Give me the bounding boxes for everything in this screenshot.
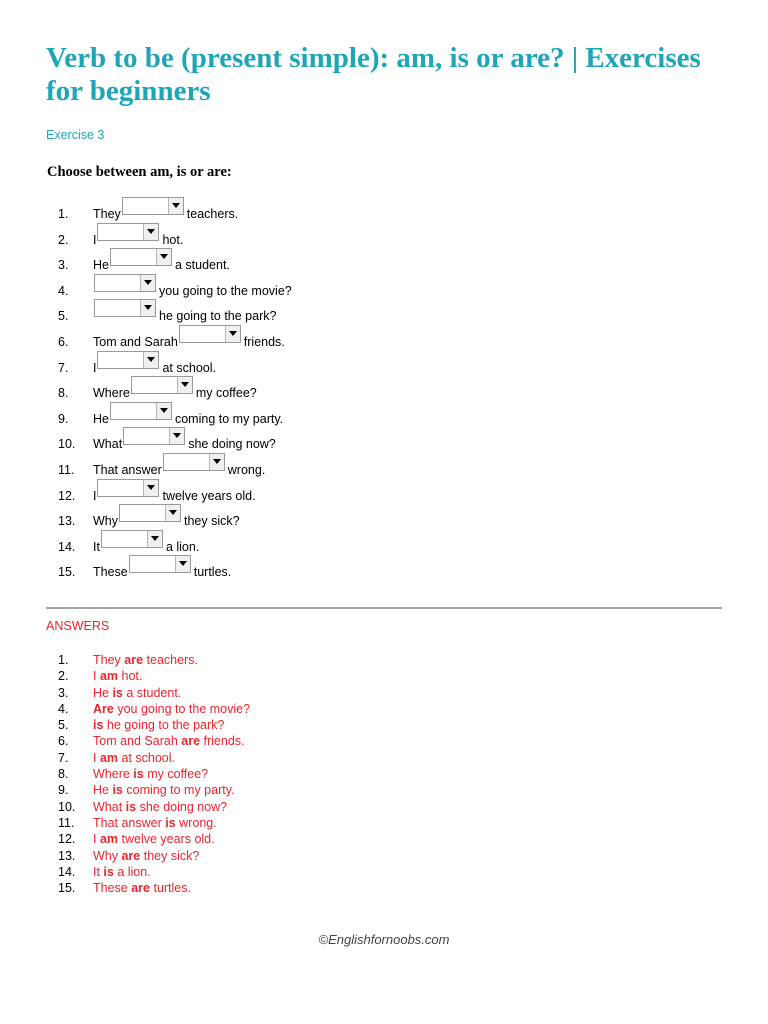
question-text-before: Why (93, 514, 118, 529)
question-text-after: she doing now? (188, 437, 276, 452)
answer-text-before: They (93, 653, 125, 667)
question-text-after: friends. (243, 334, 285, 349)
question-text-before: He (93, 411, 109, 426)
question-number: 1. (58, 207, 69, 221)
question-text-after: twelve years old. (162, 488, 256, 503)
answer-number: 12. (58, 832, 76, 847)
question-number: 9. (58, 411, 69, 426)
answer-verb: is (112, 685, 123, 700)
answer-dropdown[interactable] (94, 299, 156, 317)
dropdown-arrow-icon[interactable] (225, 326, 240, 342)
answer-number: 5. (58, 718, 69, 733)
answer-text-before: These (93, 881, 132, 896)
dropdown-arrow-icon[interactable] (143, 480, 158, 496)
page-title: Verb to be (present simple): am, is or are? | Exercises for beginners (46, 42, 701, 107)
answer-text-before: Where (93, 767, 134, 782)
answer-verb: is (93, 718, 104, 733)
dropdown-arrow-icon[interactable] (175, 556, 190, 572)
question-text-before: They (93, 207, 121, 221)
question-text-after: hot. (162, 232, 184, 247)
answer-text-before: He (93, 783, 113, 798)
dropdown-arrow-icon[interactable] (156, 403, 171, 419)
question-text-after: wrong. (227, 462, 266, 477)
answer-verb: is (103, 864, 114, 879)
answer-verb: are (131, 881, 150, 896)
answer-text-after: wrong. (175, 815, 217, 830)
question-text-before: I (93, 232, 97, 247)
answer-text-before: It (93, 864, 104, 879)
question-text-before: Where (93, 386, 130, 401)
answer-number: 15. (58, 881, 76, 896)
answer-number: 2. (58, 669, 69, 684)
answer-text-before: He (93, 685, 113, 700)
answer-verb: am (99, 832, 119, 847)
answer-text-after: they sick? (140, 848, 200, 863)
answer-number: 8. (58, 767, 69, 782)
question-text-after: turtles. (193, 565, 232, 580)
question-number: 13. (58, 514, 76, 529)
answer-text-after: turtles. (150, 881, 191, 896)
answer-number: 10. (58, 799, 76, 814)
answer-number: 1. (58, 653, 69, 667)
answer-text-after: a student. (122, 685, 182, 700)
question-text-after: a student. (174, 258, 230, 273)
answer-text-after: a lion. (113, 864, 151, 879)
instructions: Choose between am, is or are: (47, 164, 232, 180)
question-text-before: Tom and Sarah (93, 334, 178, 349)
answer-dropdown[interactable] (110, 248, 172, 266)
answer-text-before: What (93, 799, 126, 814)
dropdown-arrow-icon[interactable] (143, 224, 158, 240)
answer-text-before: Why (93, 848, 122, 863)
question-text-before: What (93, 437, 123, 452)
answer-text-after: my coffee? (143, 767, 209, 782)
answer-verb: am (99, 669, 119, 684)
question-number: 11. (58, 462, 75, 477)
question-number: 10. (58, 437, 76, 452)
answer-text-before: I (93, 832, 100, 847)
dropdown-arrow-icon[interactable] (209, 454, 224, 470)
answer-number: 9. (58, 783, 69, 798)
question-text-after: coming to my party. (174, 411, 284, 426)
answer-text-after: hot. (118, 669, 143, 684)
answer-dropdown[interactable] (101, 530, 163, 548)
answer-text-after: twelve years old. (118, 832, 215, 847)
question-text-after: teachers. (186, 207, 239, 221)
dropdown-arrow-icon[interactable] (140, 300, 155, 316)
answer-number: 11. (58, 815, 75, 830)
answer-dropdown[interactable] (119, 504, 181, 522)
question-number: 3. (58, 258, 69, 273)
answer-verb: is (125, 799, 137, 814)
dropdown-arrow-icon[interactable] (143, 352, 158, 368)
exercise-label: Exercise 3 (46, 128, 105, 142)
question-number: 4. (58, 283, 69, 298)
answer-dropdown[interactable] (122, 197, 184, 215)
question-text-after: my coffee? (195, 386, 257, 401)
answer-verb: Are (93, 701, 114, 716)
answer-text-before: Tom and Sarah (93, 734, 182, 749)
answer-dropdown[interactable] (163, 453, 225, 471)
answer-verb: am (99, 750, 119, 765)
answer-verb: is (112, 783, 123, 798)
answer-number: 7. (58, 750, 69, 765)
copyright-footer: ©Englishfornoobs.com (318, 932, 450, 947)
answer-verb: is (133, 767, 144, 782)
answer-verb: are (124, 653, 144, 667)
answer-text-after: she doing now? (136, 799, 228, 814)
answer-verb: are (121, 848, 141, 863)
dropdown-arrow-icon[interactable] (168, 198, 183, 214)
answer-dropdown[interactable] (97, 351, 159, 369)
question-number: 14. (58, 539, 76, 554)
question-number: 7. (58, 360, 69, 375)
answer-text-after: friends. (200, 734, 245, 749)
question-text-after: you going to the movie? (159, 283, 292, 298)
answer-text-before: That answer (93, 815, 166, 830)
answer-text-after: you going to the movie? (113, 701, 251, 716)
question-text-before: That answer (93, 462, 162, 477)
answer-number: 13. (58, 848, 76, 863)
question-text-after: he going to the park? (159, 309, 277, 324)
answers-heading: ANSWERS (46, 619, 110, 633)
answer-number: 4. (58, 701, 69, 716)
dropdown-arrow-icon[interactable] (147, 531, 162, 547)
answer-verb: are (181, 734, 201, 749)
question-text-after: a lion. (165, 539, 200, 554)
dropdown-arrow-icon[interactable] (140, 275, 155, 291)
question-number: 6. (58, 334, 69, 349)
question-text-before: I (93, 360, 97, 375)
answer-text-after: coming to my party. (122, 783, 235, 798)
answer-dropdown[interactable] (129, 555, 191, 573)
answer-dropdown[interactable] (97, 479, 159, 497)
question-text-before: I (93, 488, 97, 503)
answer-number: 3. (58, 685, 69, 700)
question-number: 12. (58, 488, 76, 503)
answer-text-after: at school. (118, 750, 176, 765)
question-text-before: These (93, 565, 128, 580)
answer-dropdown[interactable] (123, 427, 185, 445)
answer-dropdown[interactable] (110, 402, 172, 420)
question-text-before: He (93, 258, 109, 273)
question-text-after: at school. (162, 360, 216, 375)
answer-number: 6. (58, 734, 69, 749)
answer-dropdown[interactable] (131, 376, 193, 394)
question-number: 8. (58, 386, 69, 401)
question-number: 2. (58, 232, 69, 247)
dropdown-arrow-icon[interactable] (165, 505, 180, 521)
dropdown-arrow-icon[interactable] (156, 249, 171, 265)
answer-text-after: he going to the park? (103, 718, 225, 733)
answer-dropdown[interactable] (179, 325, 241, 343)
answer-number: 14. (58, 864, 76, 879)
answer-text-after: teachers. (143, 653, 198, 667)
answer-verb: is (165, 815, 176, 830)
answer-text-before: I (93, 750, 100, 765)
question-text-after: they sick? (184, 514, 240, 529)
answer-dropdown[interactable] (94, 274, 156, 292)
answer-text-before: I (93, 669, 100, 684)
answer-dropdown[interactable] (97, 223, 159, 241)
question-number: 5. (58, 309, 69, 324)
question-text-before: It (93, 539, 100, 554)
section-divider (46, 607, 722, 609)
dropdown-arrow-icon[interactable] (177, 377, 192, 393)
dropdown-arrow-icon[interactable] (169, 428, 184, 444)
question-number: 15. (58, 565, 76, 580)
